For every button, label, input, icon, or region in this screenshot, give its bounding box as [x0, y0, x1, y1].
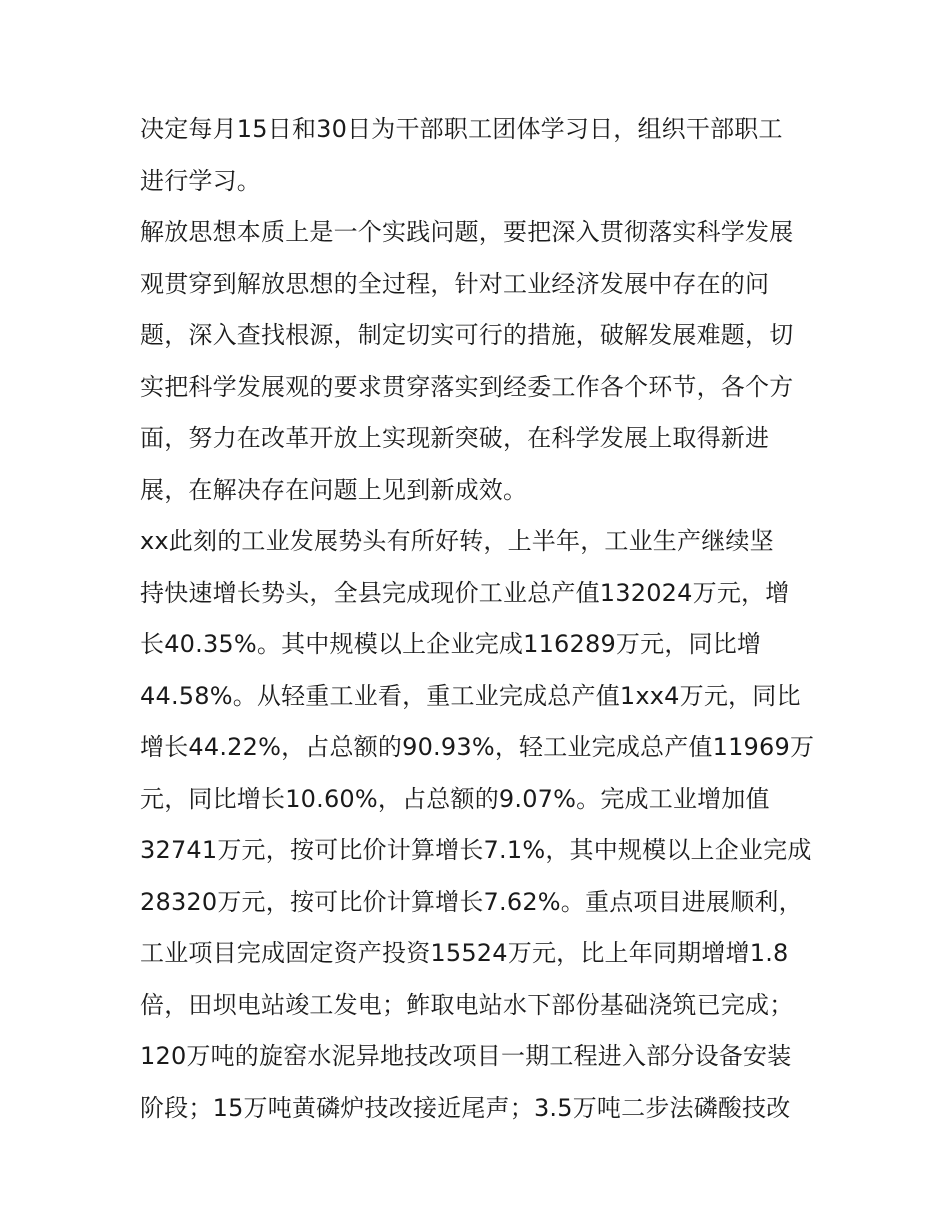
text-line: 进行学习。 — [140, 166, 261, 195]
text-line: xx此刻的工业发展势头有所好转，上半年，工业生产继续坚 — [140, 527, 774, 555]
text-line: 实把科学发展观的要求贯穿落实到经委工作各个环节，各个方 — [140, 372, 794, 401]
document-body — [140, 104, 820, 1134]
text-line: 展，在解决存在问题上见到新成效。 — [140, 475, 528, 504]
text-line: 阶段；15万吨黄磷炉技改接近尾声；3.5万吨二步法磷酸技改 — [140, 1093, 791, 1122]
text-line: 持快速增长势头，全县完成现价工业总产值132024万元，增 — [140, 578, 790, 607]
text-line: 元，同比增长10.60%，占总额的9.07%。完成工业增加值 — [140, 784, 770, 813]
text-line: 44.58%。从轻重工业看，重工业完成总产值1xx4万元，同比 — [140, 681, 801, 710]
text-line: 32741万元，按可比价计算增长7.1%，其中规模以上企业完成 — [140, 836, 812, 864]
text-line: 决定每月15日和30日为干部职工团体学习日，组织干部职工 — [140, 115, 783, 143]
text-line: 增长44.22%，占总额的90.93%，轻工业完成总产值11969万 — [140, 733, 815, 761]
text-line: 120万吨的旋窑水泥异地技改项目一期工程进入部分设备安装 — [140, 1042, 792, 1070]
text-line: 解放思想本质上是一个实践问题，要把深入贯彻落实科学发展 — [140, 218, 794, 246]
text-line: 28320万元，按可比价计算增长7.62%。重点项目进展顺利， — [140, 887, 803, 916]
text-line: 观贯穿到解放思想的全过程，针对工业经济发展中存在的问 — [140, 269, 770, 298]
text-line: 长40.35%。其中规模以上企业完成116289万元，同比增 — [140, 630, 762, 658]
text-line: 工业项目完成固定资产投资15524万元，比上年同期增增1.8 — [140, 939, 789, 967]
text-line: 倍，田坝电站竣工发电；鲊取电站水下部份基础浇筑已完成； — [140, 990, 794, 1019]
text-line: 题，深入查找根源，制定切实可行的措施，破解发展难题，切 — [140, 321, 794, 349]
text-line: 面，努力在改革开放上实现新突破，在科学发展上取得新进 — [140, 424, 770, 452]
